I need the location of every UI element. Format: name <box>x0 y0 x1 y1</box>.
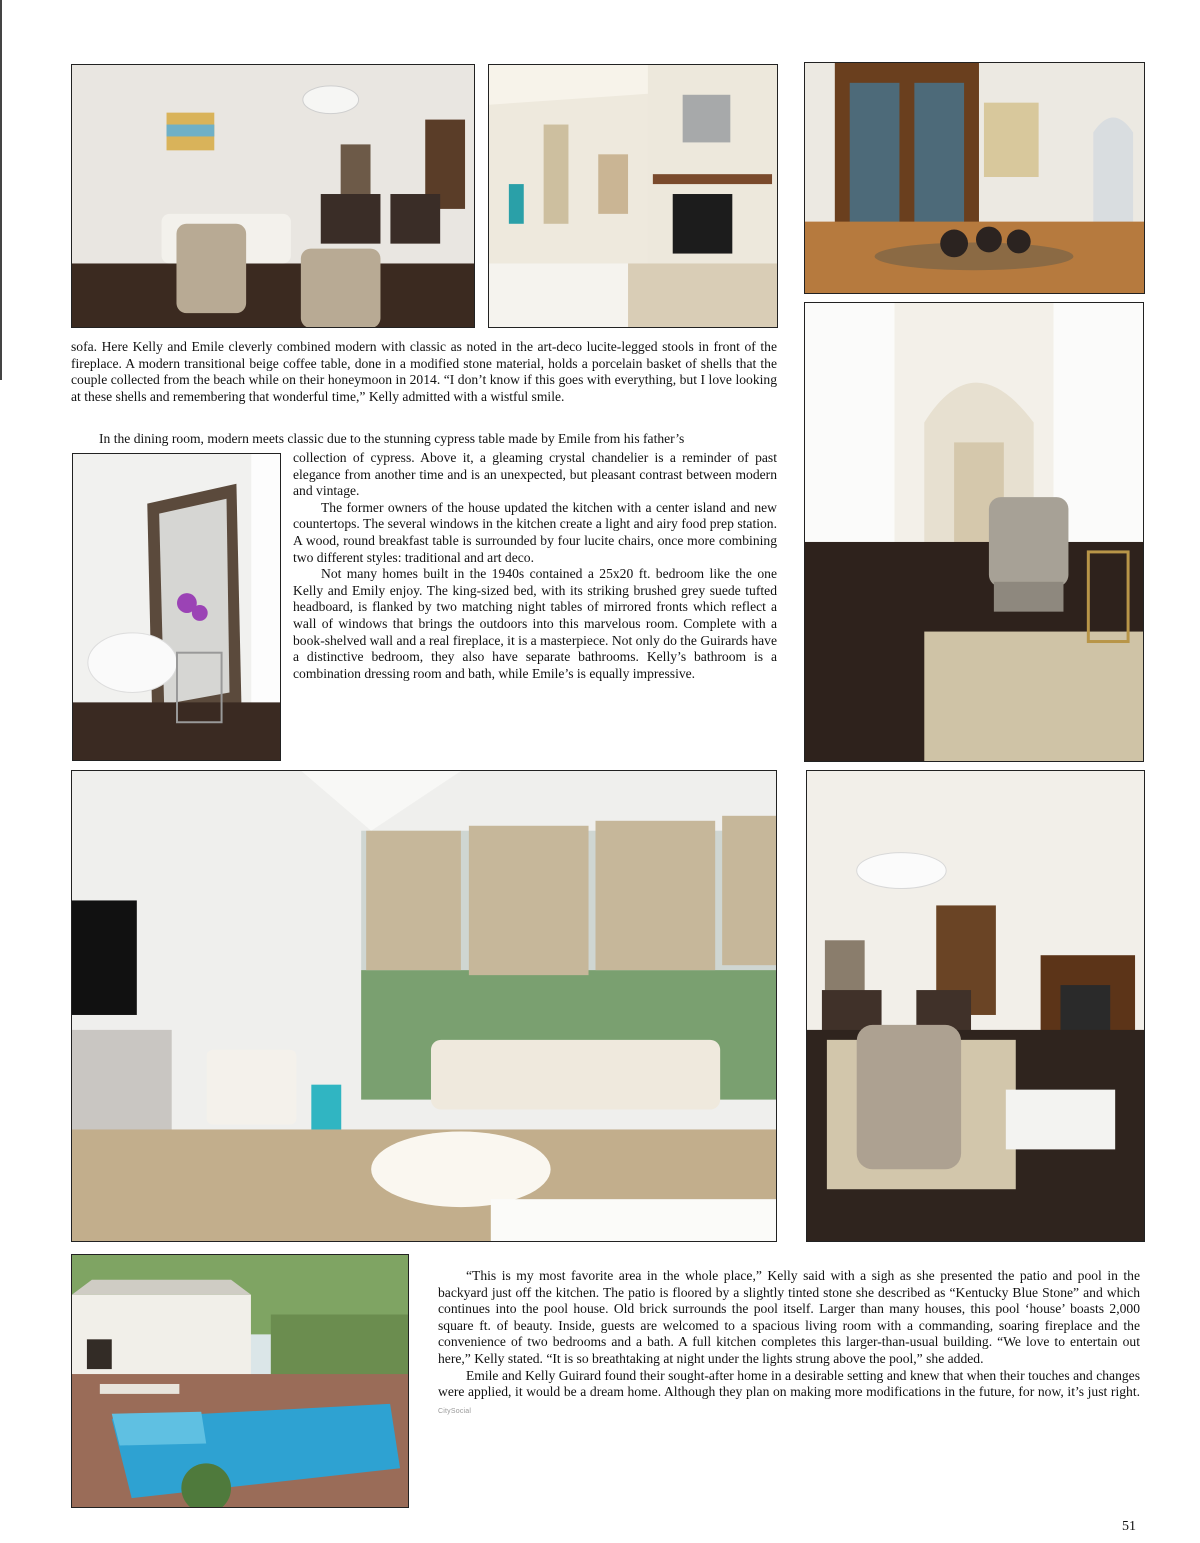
mirror-orchid-photo <box>72 453 281 761</box>
page-edge-mark <box>0 0 2 380</box>
dining-lead-text: In the dining room, modern meets classic due to the stunning cypress table made by Emile from his father’s <box>99 431 685 446</box>
dining-cabinet-photo <box>804 62 1145 294</box>
dining-paragraph-text: collection of cypress. Above it, a gleaming crystal chandelier is a reminder of past elegance from another time and is an unexpected, but pleasant contrast between modern and vintage. <box>293 450 777 499</box>
living-room-photo <box>71 64 475 328</box>
living-fireplace-photo <box>806 770 1145 1242</box>
pool-photo <box>71 1254 409 1508</box>
hallway-arch-photo <box>804 302 1144 762</box>
signature-mark: CitySocial <box>438 1407 472 1415</box>
page-number: 51 <box>1122 1519 1136 1534</box>
kitchen-paragraph-text: The former owners of the house updated the kitchen with a center island and new countertops. The several windows in the kitchen create a light and airy food prep station. A wood, round breakfast table is surrounded by four lucite chairs, once more combining two different styles: traditional and art deco. <box>293 499 777 565</box>
article-intro-paragraph <box>71 339 777 405</box>
closing-paragraph-text <box>438 1368 1140 1421</box>
article-wrap-column <box>293 450 777 682</box>
sunroom-photo <box>71 770 777 1242</box>
intro-paragraph-text: sofa. Here Kelly and Emile cleverly combined modern with classic as noted in the art-deco lucite-legged stools in front of the fireplace. A modern transitional beige coffee table, done in a modified stone material, holds a porcelain basket of shells that the couple collected from the beach while on their honeymoon in 2014. “I don’t know if this goes with everything, but I love looking at these shells and remembering that wonderful time,” Kelly admitted with a wistful smile. <box>71 339 777 404</box>
dining-lead-line <box>71 431 777 448</box>
patio-paragraph-text: “This is my most favorite area in the whole place,” Kelly said with a sigh as she presented the patio and pool in the backyard just off the kitchen. The patio is floored by a slightly tinted stone she described as “Kentucky Blue Stone” and which continues into the pool house. Old brick surrounds the pool itself. Larger than many houses, this pool ‘house’ boasts 2,000 square ft. of beauty. Inside, guests are welcomed to a spacious living room with a commanding, soaring fireplace and the convenience of two bedrooms and a bath. A full kitchen completes this larger-than-usual building. “We love to entertain out here,” Kelly stated. “It is so breathtaking at night under the lights strung above the pool,” she added. <box>438 1268 1140 1366</box>
den-fireplace-photo <box>488 64 778 328</box>
closing-text: Emile and Kelly Guirard found their sought-after home in a desirable setting and knew that when their touches and changes were applied, it would be a dream home. Although they plan on making more modifications in the future, for now, it’s just right. <box>438 1367 1140 1400</box>
bedroom-paragraph-text: Not many homes built in the 1940s contained a 25x20 ft. bedroom like the one Kelly and Emily enjoy. The king-sized bed, with its striking brushed grey suede tufted headboard, is flanked by two matching night tables of mirrored fronts which reflect a wall of windows that brings the outdoors into this marvelous room. Complete with a book-shelved wall and a real fireplace, it is a masterpiece. Not only do the Guirards have a distinctive bedroom, they also have separate bathrooms. Kelly’s bathroom is a combination dressing room and bath, while Emile’s is equally impressive. <box>293 566 777 681</box>
article-bottom-column <box>438 1268 1140 1420</box>
